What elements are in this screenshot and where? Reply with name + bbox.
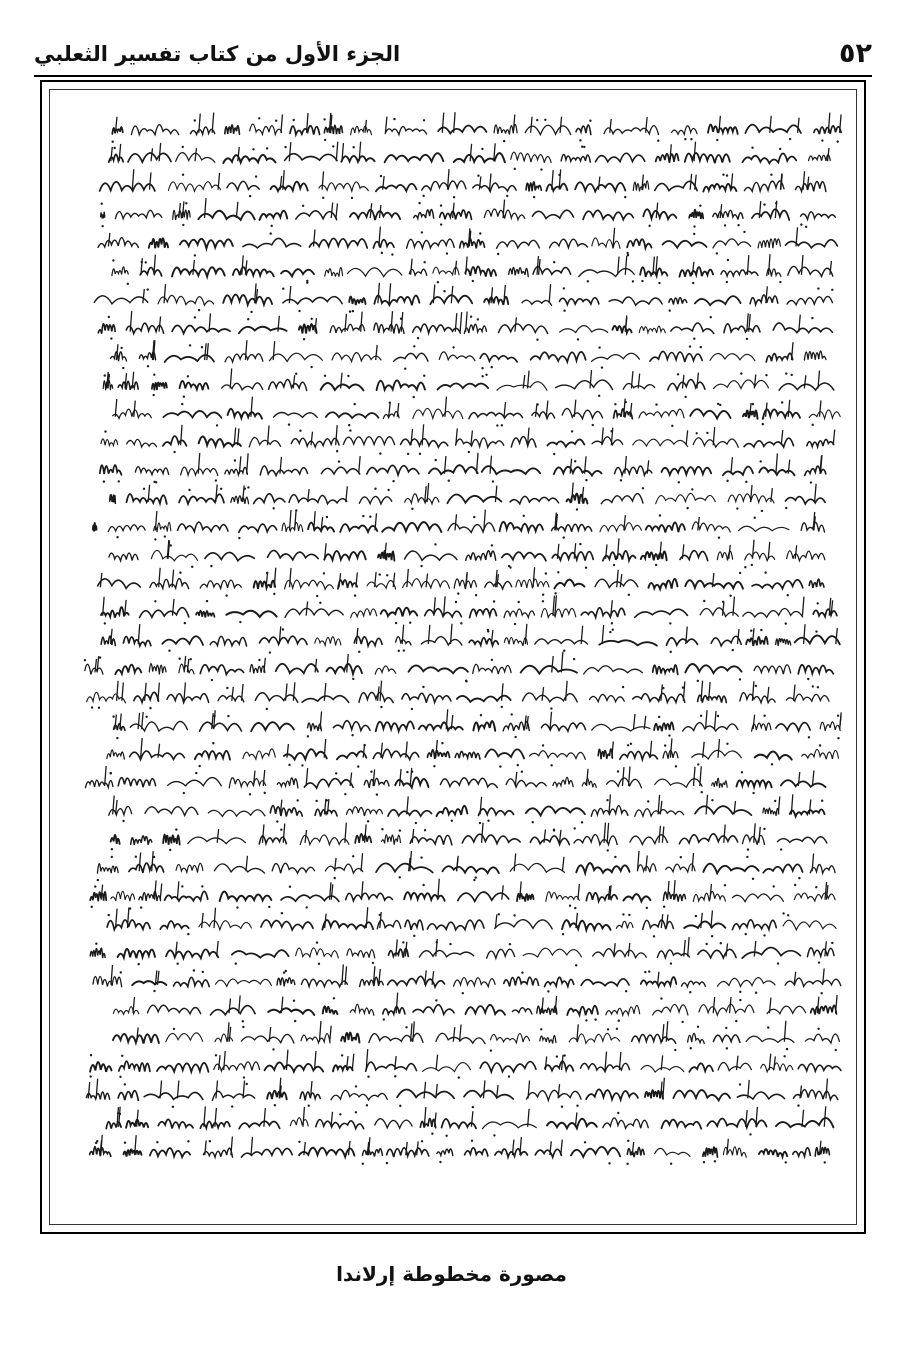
manuscript-line <box>94 283 833 313</box>
manuscript-line <box>84 652 834 683</box>
manuscript-line <box>93 510 825 541</box>
manuscript-line <box>90 937 834 966</box>
manuscript-line <box>107 738 839 768</box>
manuscript-line <box>87 681 829 711</box>
manuscript-line <box>101 595 837 625</box>
manuscript-line <box>109 538 825 569</box>
manuscript-frame <box>40 80 866 1234</box>
figure-caption: مصورة مخطوطة إرلاندا <box>336 1262 567 1286</box>
manuscript-line <box>97 851 835 881</box>
manuscript-line <box>90 1135 830 1165</box>
manuscript-line <box>98 227 837 257</box>
manuscript-line <box>90 879 835 910</box>
manuscript-line <box>113 397 840 427</box>
manuscript-line <box>109 794 825 824</box>
manuscript-line <box>107 907 836 937</box>
running-title: الجزء الأول من كتاب تفسير الثعلبي <box>34 42 401 66</box>
manuscript-line <box>98 567 824 597</box>
manuscript-line <box>113 1021 839 1052</box>
manuscript-line <box>111 823 827 852</box>
manuscript-line <box>110 340 825 370</box>
manuscript-inner-border <box>49 89 857 1225</box>
manuscript-line <box>110 483 825 513</box>
manuscript-line <box>98 311 832 341</box>
manuscript-line <box>101 624 840 654</box>
manuscript-line <box>103 368 834 398</box>
manuscript-line <box>93 964 841 994</box>
manuscript-line <box>100 169 826 199</box>
manuscript-line <box>90 1049 841 1079</box>
page-number: ٥٢ <box>839 38 872 69</box>
manuscript-line <box>109 142 830 171</box>
manuscript-image <box>50 90 856 1224</box>
manuscript-line <box>113 993 837 1024</box>
page-header <box>34 34 872 72</box>
manuscript-line <box>100 453 826 484</box>
manuscript-line <box>86 1078 837 1109</box>
manuscript-line <box>112 254 833 285</box>
manuscript-line <box>101 424 835 455</box>
manuscript-line <box>111 112 841 143</box>
manuscript-line <box>101 198 836 228</box>
header-rule <box>34 75 872 77</box>
manuscript-line <box>106 1106 833 1137</box>
manuscript-line <box>112 709 841 739</box>
manuscript-line <box>85 766 825 796</box>
